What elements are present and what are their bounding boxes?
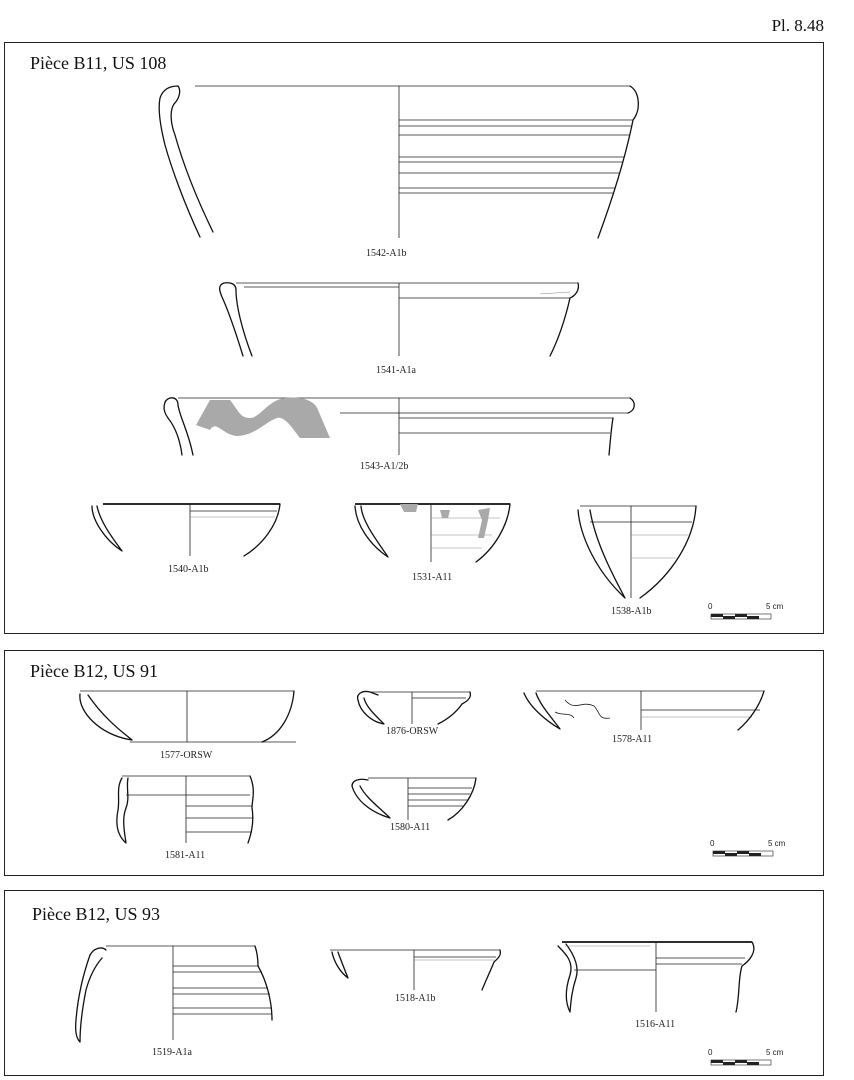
scale-bar [708, 1048, 784, 1065]
label-1531: 1531-A11 [412, 572, 453, 583]
sherd-1542 [159, 86, 638, 238]
sherd-1538 [578, 506, 696, 598]
label-1516: 1516-A11 [635, 1019, 676, 1030]
sherd-1876 [358, 691, 471, 724]
label-1578: 1578-A11 [612, 734, 653, 745]
svg-text:0: 0 [708, 602, 713, 611]
sherd-1540 [92, 504, 280, 556]
sherd-1519 [76, 946, 272, 1042]
label-1540: 1540-A1b [168, 564, 209, 575]
sherd-1518 [330, 950, 500, 990]
scale-bar [708, 602, 784, 619]
label-1538: 1538-A1b [611, 606, 652, 617]
label-1580: 1580-A11 [390, 822, 431, 833]
label-1543: 1543-A1/2b [360, 461, 409, 472]
plate-number: Pl. 8.48 [771, 16, 824, 35]
sherd-1580 [352, 778, 476, 820]
svg-text:0: 0 [710, 839, 715, 848]
panel-title: Pièce B12, US 91 [30, 661, 158, 681]
panel-title: Pièce B11, US 108 [30, 53, 167, 73]
sherd-1543 [164, 398, 634, 456]
svg-text:5 cm: 5 cm [766, 1048, 784, 1057]
svg-text:0: 0 [708, 1048, 713, 1057]
sherd-1577 [80, 691, 296, 742]
label-1577: 1577-ORSW [160, 750, 213, 761]
sherd-1541 [220, 283, 579, 356]
scale-bar [710, 839, 786, 856]
label-1542: 1542-A1b [366, 248, 407, 259]
sherd-1516 [558, 942, 754, 1012]
sherd-1578 [524, 691, 764, 730]
svg-text:5 cm: 5 cm [768, 839, 786, 848]
label-1518: 1518-A1b [395, 993, 436, 1004]
label-1876: 1876-ORSW [386, 726, 439, 737]
label-1519: 1519-A1a [152, 1047, 192, 1058]
panel-title: Pièce B12, US 93 [32, 904, 160, 924]
label-1581: 1581-A11 [165, 850, 206, 861]
sherd-1531 [355, 504, 510, 562]
svg-text:5 cm: 5 cm [766, 602, 784, 611]
label-1541: 1541-A1a [376, 365, 416, 376]
sherd-1581 [117, 776, 253, 843]
